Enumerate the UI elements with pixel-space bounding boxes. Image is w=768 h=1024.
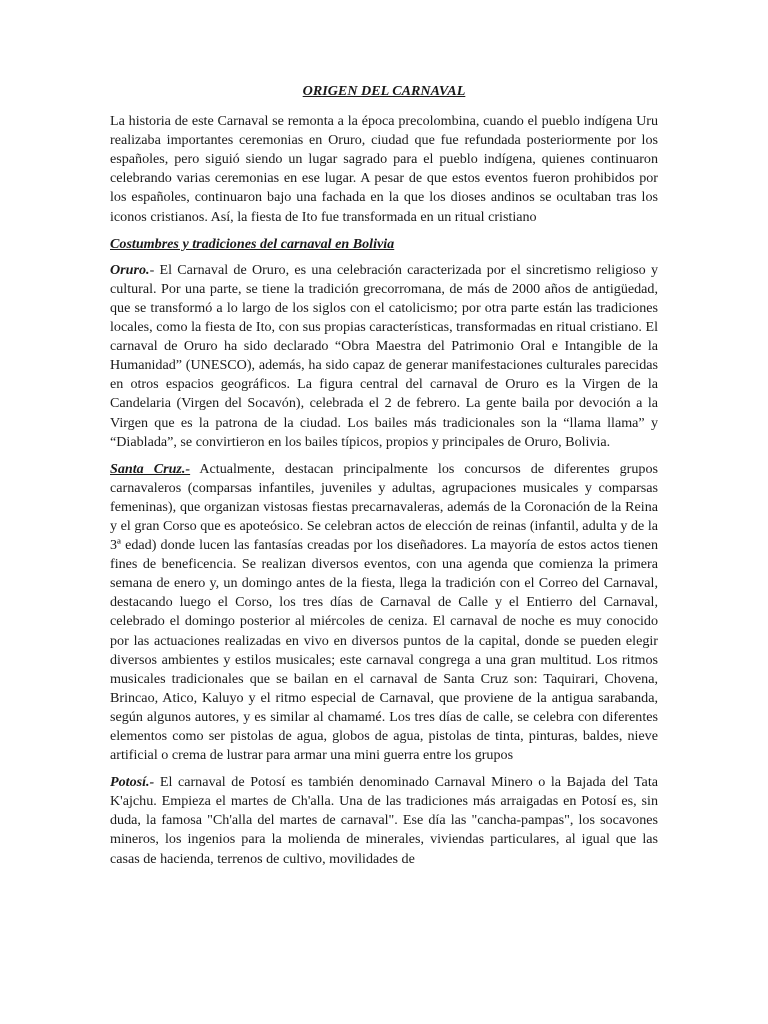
santa-cruz-lead: Santa Cruz.- [110, 460, 191, 477]
oruro-lead: Oruro. [110, 261, 150, 278]
document-body [110, 82, 658, 877]
section-heading: Costumbres y tradiciones del carnaval en Bolivia [110, 235, 395, 252]
santa-cruz-text: Actualmente, destacan principalmente los concursos de diferentes grupos carnavaleros (comparsas infantiles, juveniles y adultas, agrupaciones musicales y comparsas femeninas), que organizan vistosas fiestas precarnavaleras, además de la Coronación de la Reina y el gran Corso que es apoteósico. Se celebran actos de elección de reinas (infantil, adulta y de la 3ª edad) donde lucen las fantasías creadas por los diseñadores. La mayoría de estos actos tienen fines de beneficencia. Se realizan diversos eventos, con una agenda que comienza la primera semana de enero y, un domingo antes de la fiesta, llega la tradición con el Correo del Carnaval, destacando luego el Corso, los tres días de Carnaval de Calle y el Entierro del Carnaval, celebrado el domingo posterior al miércoles de ceniza. El carnaval de noche es muy conocido por las actuaciones realizadas en vivo en diversos puntos de la capital, donde se pueden elegir diversos ambientes y estilos musicales; este carnaval congrega a una gran multitud. Los ritmos musicales tradicionales que se bailan en el carnaval de Santa Cruz son: Taquirari, Chovena, Brincao, Atico, Kaluyo y el ritmo especial de Carnaval, que proviene de la antigua sarabanda, según algunos autores, y es similar al chamamé. Los tres días de calle, se celebra con diferentes elementos como ser pistolas de agua, globos de agua, pistolas de tinta, pinturas, baldes, nieve artificial o crema de lustrar para armar una mini guerra entre los grupos [110, 460, 658, 764]
intro-paragraph: La historia de este Carnaval se remonta a la época precolombina, cuando el pueblo indígena Uru realizaba importantes ceremonias en Oruro, ciudad que fue refundada posteriormente por los españoles, pero siguió siendo un lugar sagrado para el pueblo indígena, quienes continuaron celebrando varias ceremonias en ese lugar. A pesar de que estos eventos fueron prohibidos por los españoles, continuaron bajo una fachada en la que los dioses andinos se ocultaban tras los iconos cristianos. Así, la fiesta de Ito fue transformada en un ritual cristiano [110, 113, 658, 225]
santa-cruz-paragraph [110, 460, 658, 766]
oruro-paragraph [110, 261, 658, 452]
oruro-text: - El Carnaval de Oruro, es una celebración caracterizada por el sincretismo religioso y cultural. Por una parte, se tiene la tradición grecorromana, de más de 2000 años de antigüedad, que se transformó a lo largo de los siglos con el catolicismo; por otra parte están las tradiciones locales, como la fiesta de Ito, con sus propias características, transformadas en ritual cristiano. El carnaval de Oruro ha sido declarado “Obra Maestra del Patrimonio Oral e Intangible de la Humanidad” (UNESCO), además, ha sido capaz de generar manifestaciones culturales parecidas en otros espacios geográficos. La figura central del carnaval de Oruro es la Virgen de la Candelaria (Virgen del Socavón), celebrada el 2 de febrero. La gente baila por devoción a la Virgen que es la patrona de la ciudad. Los bailes más tradicionales son la “llama llama” y “Diablada”, se convirtieron en los bailes típicos, propios y principales de Oruro, Bolivia. [110, 261, 658, 450]
potosi-lead: Potosí.- [110, 774, 155, 791]
potosi-text: El carnaval de Potosí es también denominado Carnaval Minero o la Bajada del Tata K'ajchu. Empieza el martes de Ch'alla. Una de las tradiciones más arraigadas en Potosí es, sin duda, la famosa "Ch'alla del martes de carnaval". Ese día las "cancha-pampas", los socavones mineros, los ingenios para la molienda de minerales, viviendas particulares, al igual que las casas de hacienda, terrenos de cultivo, movilidades de [110, 774, 658, 867]
document-title: ORIGEN DEL CARNAVAL [302, 83, 466, 99]
potosi-paragraph [110, 773, 658, 868]
